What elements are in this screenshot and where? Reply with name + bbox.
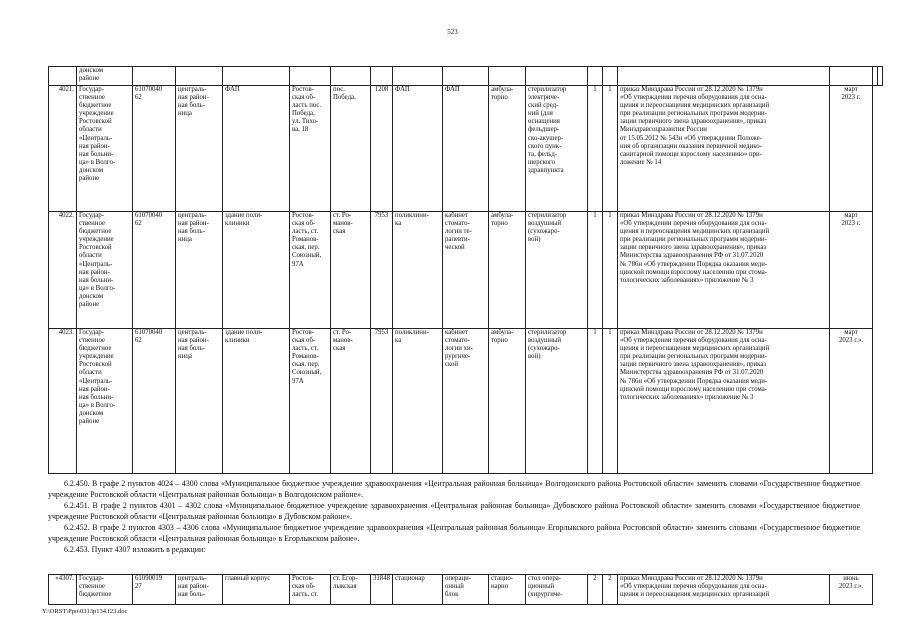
table-row — [49, 575, 873, 605]
table-cell: приказ Минздрава России от 28.12.2020 № 1379н «Об утверждении перечня оборудования для осна- щения и переоснащения медицинских организаций при реализации региональных программ модерни- зации первичного звена здравоохранения», приказ Министерства здравоохранения РФ от 31.07.2020 № 786н «Об утверждении Порядка оказания меди- цинской помощи взрослому населению при стома- тологических заболеваниях» приложение № 3 — [618, 329, 830, 474]
table-cell — [618, 67, 830, 86]
table-cell: централь- ная район- ная боль- — [176, 575, 223, 605]
table-cell: 2 — [603, 575, 618, 605]
table-cell: март 2023 г. — [830, 86, 873, 212]
table-cell — [588, 67, 603, 86]
table-cell: 1 — [588, 86, 603, 212]
table-cell: 31848 — [371, 575, 393, 605]
table-cell: Государ- ственное бюджетное учреждение Ростовской области «Централь- ная район- ная больни- ца» в Волго- донском районе — [77, 329, 133, 474]
table-cell: стерилизатор воздушный (сухожаро- вой) — [526, 329, 588, 474]
table-cell — [526, 67, 588, 86]
table-cell: 1 — [588, 212, 603, 329]
table-cell — [830, 67, 873, 86]
table-cell: стерилизатор электриче- ский сред- ний (для оснащения фельдшер- ско-акушер- ского пунк- та, фельд- шерского здравпункта — [526, 86, 588, 212]
equipment-table — [48, 66, 883, 474]
table-cell — [176, 67, 223, 86]
table-cell: стерилизатор воздушный (сухожаро- вой) — [526, 212, 588, 329]
table-cell: Государ- ственное бюджетное учреждение Ростовской области «Централь- ная район- ная больни- ца» в Волго- донском районе — [77, 86, 133, 212]
paragraph-6-2-453: 6.2.453. Пункт 4307 изложить в редакции: — [64, 545, 206, 554]
paragraph-6-2-452: 6.2.452. В графе 2 пунктов 4303 – 4306 слова «Муниципальное бюджетное учреждение здравоохранения «Центральная районная больница» Егорлыкского района Ростовской области» заменить словами «Государственное бюджетное учреждение Ростовской области «Центральная районная больница» в Егорлыкском районе». — [48, 523, 860, 543]
table-cell: стол опера- ционный (хирургиче- — [526, 575, 588, 605]
table-cell: приказ Минздрава России от 28.12.2020 № 1379н «Об утверждении перечня оборудования для осна- щения и переоснащения медицинских организаций — [618, 575, 830, 605]
table-cell: здание поли- клиники — [223, 212, 290, 329]
table-row — [49, 329, 883, 474]
table-cell — [331, 67, 371, 86]
table-cell: 2 — [588, 575, 603, 605]
table-cell: донском районе — [77, 67, 133, 86]
table-cell: Государ- ственное бюджетное учреждение Ростовской области «Централь- ная район- ная больни- ца» в Волго- донском районе — [77, 212, 133, 329]
table-cell: 61070040 62 — [133, 212, 176, 329]
paragraph-6-2-451: 6.2.451. В графе 2 пунктов 4301 – 4302 слова «Муниципальное бюджетное учреждение здравоохранения «Центральная районная больница» Дубовского района Ростовской области» заменить словами «Государственное бюджетное учреждение Ростовской области «Центральная районная больница» в Дубовском районе». — [48, 501, 860, 521]
table-cell: 1 — [588, 329, 603, 474]
table-cell: «4307. — [49, 575, 77, 605]
table-cell: стационар — [393, 575, 443, 605]
table-cell: ст. Ро- манов- ская — [331, 329, 371, 474]
table-cell: централь- ная район- ная боль- ница — [176, 329, 223, 474]
table-cell: амбула- торно — [489, 212, 526, 329]
table-cell: операци- онный блок — [443, 575, 489, 605]
table-cell — [393, 67, 443, 86]
table-cell: главный корпус — [223, 575, 290, 605]
footer-file-path: Y:\ORST\Ppo\0313p134.f23.doc — [42, 608, 128, 615]
table-cell: ФАП — [393, 86, 443, 212]
table-cell: 7953 — [371, 329, 393, 474]
table-cell — [878, 67, 883, 86]
table-cell: здание поли- клиники — [223, 329, 290, 474]
table-cell: ст. Егор- лыкская — [331, 575, 371, 605]
table-cell: кабинет стомато- логии те- рапевти- ческой — [443, 212, 489, 329]
table-cell: 61070040 62 — [133, 329, 176, 474]
table-cell: 4022. — [49, 212, 77, 329]
table-row — [49, 67, 883, 86]
table-cell: 1208 — [371, 86, 393, 212]
table-cell: 1 — [603, 86, 618, 212]
table-cell: 4023. — [49, 329, 77, 474]
table-cell: 61070040 62 — [133, 86, 176, 212]
table-cell — [371, 67, 393, 86]
table-cell: 61090019 27 — [133, 575, 176, 605]
table-cell — [49, 67, 77, 86]
table-cell: Ростов- ская об- ласть, ст. Романов- ская, пер. Союзный, 97А — [290, 329, 331, 474]
table-cell: приказ Минздрава России от 28.12.2020 № 1379н «Об утверждении перечня оборудования для осна- щения и переоснащения медицинских организаций при реализации региональных программ модерни- зации первичного звена здравоохранения», приказ Министерства здравоохранения РФ от 31.07.2020 № 786н «Об утверждении Порядка оказания меди- цинской помощи взрослому населению при стома- тологических заболеваниях» приложение № 3 — [618, 212, 830, 329]
table-cell: Ростов- ская об- ласть пос. Победа, ул. Тихо- ва, 18 — [290, 86, 331, 212]
table-cell: 1 — [603, 212, 618, 329]
table-cell: централь- ная район- ная боль- ница — [176, 86, 223, 212]
paragraph-6-2-450: 6.2.450. В графе 2 пунктов 4024 – 4300 слова «Муниципальное бюджетное учреждение здравоохранения «Центральная районная больница» Волгодонского района Ростовской области» заменить словами «Государственное бюджетное учреждение Ростовской области «Центральная районная больница» в Волгодонском районе». — [48, 479, 860, 499]
table-cell: 4021. — [49, 86, 77, 212]
table-cell: приказ Минздрава России от 28.12.2020 № 1379н «Об утверждении перечня оборудования для осна- щения и переоснащения медицинских организаций при реализации региональных программ модерни- зации первичного звена здравоохранения», приказ Минздравсоцразвития России от 15.05.2012 № 543н «Об утверждении Положе- ния об организации оказания первичной медико- санитарной помощи взрослому населению» при- ложение № 14 — [618, 86, 830, 212]
table-cell: июнь 2023 г.». — [830, 575, 873, 605]
table-cell: 7953 — [371, 212, 393, 329]
table-row — [49, 86, 883, 212]
table-cell: поликлини- ка — [393, 329, 443, 474]
table-cell: ФАП — [443, 86, 489, 212]
table-row — [49, 212, 883, 329]
equipment-table-4307 — [48, 574, 873, 605]
table-cell — [489, 67, 526, 86]
table-cell: ФАП — [223, 86, 290, 212]
table-cell: амбула- торно — [489, 86, 526, 212]
table-cell: 1 — [603, 329, 618, 474]
table-cell: поликлини- ка — [393, 212, 443, 329]
table-cell: стацио- нарно — [489, 575, 526, 605]
table-cell — [603, 67, 618, 86]
table-cell: амбула- торно — [489, 329, 526, 474]
table-cell: Ростов- ская об- ласть, ст. — [290, 575, 331, 605]
table-cell: ст. Ро- манов- ская — [331, 212, 371, 329]
table-cell: март 2023 г.». — [830, 329, 873, 474]
table-cell: централь- ная район- ная боль- ница — [176, 212, 223, 329]
table-cell: март 2023 г. — [830, 212, 873, 329]
table-cell: кабинет стомато- логии хи- рургиче- ской — [443, 329, 489, 474]
table-cell — [223, 67, 290, 86]
table-cell: пос. Победа, — [331, 86, 371, 212]
table-cell — [133, 67, 176, 86]
table-cell: Государ- ственное бюджетное — [77, 575, 133, 605]
table-cell: Ростов- ская об- ласть, ст. Романов- ская, пер. Союзный, 97А — [290, 212, 331, 329]
table-cell — [290, 67, 331, 86]
table-cell — [443, 67, 489, 86]
page-number: 523 — [447, 28, 458, 36]
